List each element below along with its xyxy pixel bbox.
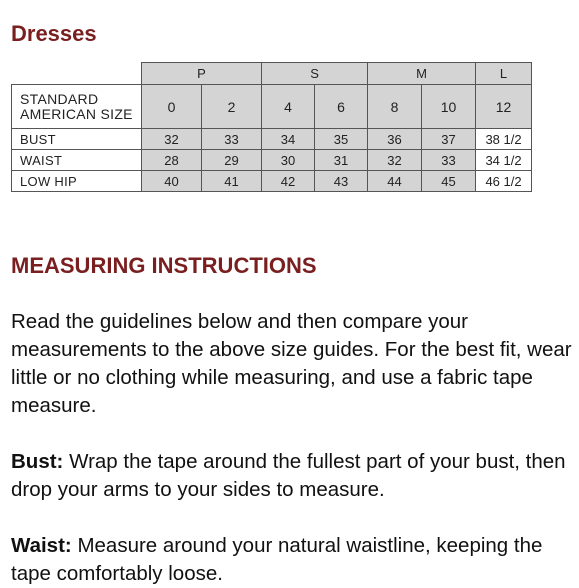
size-group-row (12, 63, 532, 85)
size-group-header: M (368, 63, 476, 85)
size-number-cell: 6 (315, 85, 368, 129)
intro-paragraph: Read the guidelines below and then compare your measurements to the above size guides. For the best fit, wear little or no clothing while measuring, and use a fabric tape measure. (11, 310, 572, 417)
table-cell: 36 (368, 129, 422, 150)
table-row (12, 171, 532, 192)
size-chart-table (11, 62, 532, 192)
table-row (12, 129, 532, 150)
dresses-title: Dresses (11, 21, 97, 46)
table-cell: 42 (262, 171, 315, 192)
table-cell: 32 (142, 129, 202, 150)
size-number-cell: 12 (476, 85, 532, 129)
size-label-line: STANDARD (20, 90, 99, 107)
table-cell: 37 (422, 129, 476, 150)
table-cell: 46 1/2 (476, 171, 532, 192)
table-cell: 40 (142, 171, 202, 192)
table-cell: 34 (262, 129, 315, 150)
bust-label: Bust: (11, 450, 64, 473)
table-cell: 45 (422, 171, 476, 192)
table-cell: 31 (315, 150, 368, 171)
waist-text: Measure around your natural waistline, keeping the tape comfortably loose. (11, 534, 543, 585)
size-number-cell: 8 (368, 85, 422, 129)
table-cell: 28 (142, 150, 202, 171)
bust-instruction (11, 448, 576, 504)
size-group-header: P (142, 63, 262, 85)
row-label: WAIST (12, 150, 142, 171)
table-cell: 41 (202, 171, 262, 192)
bust-text: Wrap the tape around the fullest part of your bust, then drop your arms to your sides to measure. (11, 450, 566, 501)
table-cell: 44 (368, 171, 422, 192)
table-cell: 38 1/2 (476, 129, 532, 150)
size-label-line: AMERICAN SIZE (20, 105, 133, 122)
table-cell: 33 (202, 129, 262, 150)
size-row-label (12, 85, 142, 129)
table-cell: 35 (315, 129, 368, 150)
row-label: BUST (12, 129, 142, 150)
size-group-header: S (262, 63, 368, 85)
table-cell: 30 (262, 150, 315, 171)
measuring-instructions-title: MEASURING INSTRUCTIONS (11, 253, 317, 278)
table-cell: 29 (202, 150, 262, 171)
size-number-cell: 10 (422, 85, 476, 129)
size-number-cell: 2 (202, 85, 262, 129)
table-cell: 34 1/2 (476, 150, 532, 171)
row-label: LOW HIP (12, 171, 142, 192)
size-number-cell: 0 (142, 85, 202, 129)
table-cell: 33 (422, 150, 476, 171)
table-corner-cell (12, 63, 142, 85)
table-cell: 43 (315, 171, 368, 192)
size-group-header: L (476, 63, 532, 85)
table-cell: 32 (368, 150, 422, 171)
size-number-cell: 4 (262, 85, 315, 129)
table-row (12, 150, 532, 171)
waist-label: Waist: (11, 534, 72, 557)
size-number-row (12, 85, 532, 129)
